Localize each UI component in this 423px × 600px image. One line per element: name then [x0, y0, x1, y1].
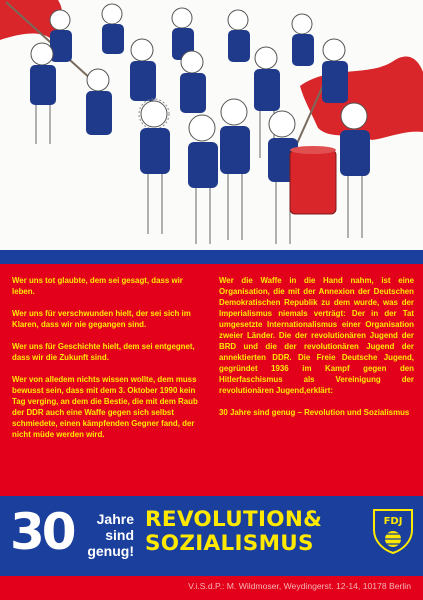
paragraph: Wer uns für verschwunden hielt, der sei sich im Klaren, dass wir nie gegangen sind.: [12, 309, 191, 329]
paragraph: Wer uns tot glaubte, dem sei gesagt, dass wir leben.: [12, 276, 183, 296]
fdj-logo: [372, 508, 414, 559]
paragraph: Wer uns für Geschichte hielt, dem sei entgegnet, dass wir die Zukunft sind.: [12, 342, 195, 362]
anniversary-number: 30: [10, 503, 74, 561]
illustration-drawing: [0, 0, 423, 250]
text-column-left: [12, 275, 207, 451]
paragraph: Wer die Waffe in die Hand nahm, ist eine Organisation, die mit der Annexion der Deutschen Demokratischen Republik zu dem wurde, was der Imperialismus niemals verträgt: Der in der Tat umgesetzte Internationalismus einer Organisation zweier Länder. Die der revolutionären Jugend der BRD und die der revolutionären Jugend der annektierten DDR. Die Freie Deutsche Jugend, gegründet 1936 im Kampf gegen den Hitlerfaschismus als Vereinigung der revolutionären Jugend,erklärt:: [219, 276, 414, 395]
text-column-right: [219, 275, 414, 429]
blue-divider-band: [0, 250, 423, 264]
slogan-line: genug!: [87, 543, 134, 559]
fdj-logo-text: FDJ: [383, 516, 403, 527]
banner-title-line: REVOLUTION&: [145, 507, 323, 532]
paragraph: Wer von alledem nichts wissen wollte, dem muss bewusst sein, dass mit dem 3. Oktober 1990 kein Tag verging, an dem die Bestie, die mit dem Raub der DDR auch eine Waffe gegen sich selbst schmiedete, einen kämpfenden Gegner fand, der nicht müde werden wird.: [12, 375, 198, 439]
imprint-text: V.i.S.d.P.: M. Wildmoser, Weydingerst. 12-14, 10178 Berlin: [188, 581, 411, 591]
anniversary-slogan: [84, 511, 134, 559]
banner-title: [145, 508, 322, 556]
banner-title-line: SOZIALISMUS: [145, 531, 314, 556]
footer: [0, 576, 423, 600]
red-barrel: [290, 146, 336, 214]
closing-slogan: 30 Jahre sind genug – Revolution und Sozialismus: [219, 408, 410, 417]
slogan-banner: [0, 496, 423, 576]
slogan-line: Jahre: [96, 511, 134, 527]
slogan-line: sind: [105, 527, 134, 543]
